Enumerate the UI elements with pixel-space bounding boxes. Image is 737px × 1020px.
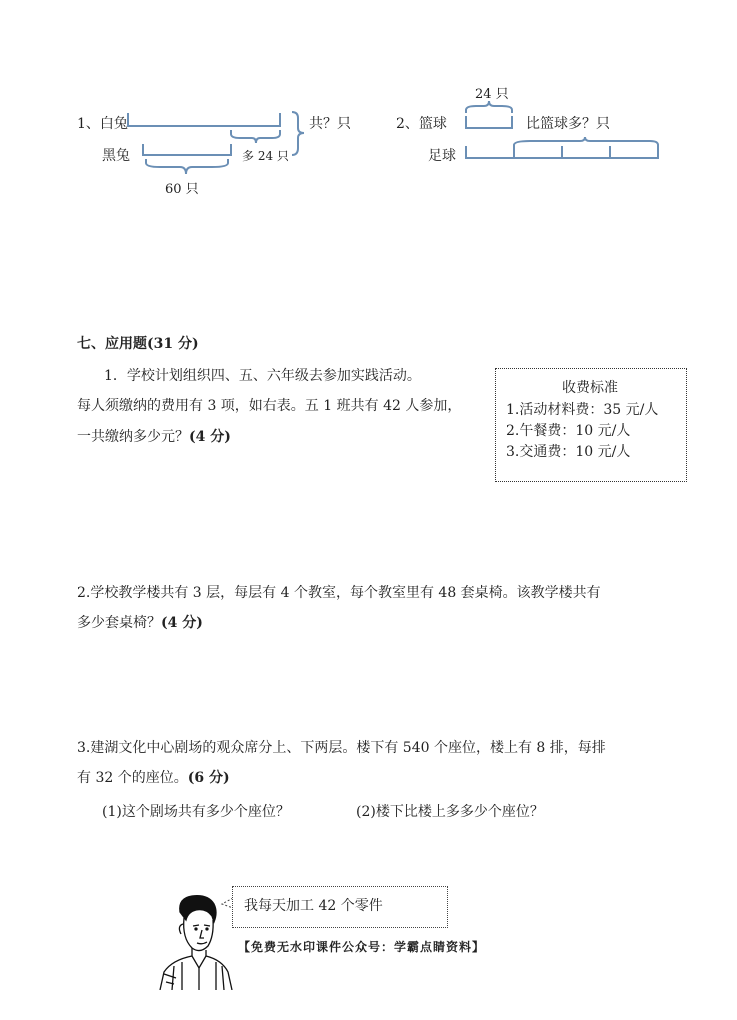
football-label: 足球 [428, 148, 456, 164]
total-brace [292, 112, 304, 155]
q3-sub1: (1)这个剧场共有多少个座位？ [102, 804, 290, 820]
more-24-label: 多 24 只 [242, 149, 289, 163]
q1-points: (4 分) [189, 429, 231, 445]
q1-line3-text: 一共缴纳多少元？ [77, 429, 189, 445]
fee-table [495, 368, 687, 482]
white-rabbit-label: 1、白兔 [77, 116, 128, 132]
fee-item: 3.交通费：10 元/人 [506, 444, 631, 460]
q3-points: (6 分) [187, 770, 230, 786]
q2-line2-text: 多少套桌椅？ [77, 615, 161, 631]
speech-bubble [232, 886, 448, 928]
q3-sub2: (2)楼下比楼上多多少个座位？ [356, 804, 544, 820]
section-heading: 七、应用题(31 分) [77, 336, 199, 352]
count-24-brace [466, 101, 512, 113]
black-rabbit-label: 黑兔 [102, 148, 130, 164]
football-more-brace [514, 137, 658, 148]
fee-item: 2.午餐费：10 元/人 [506, 423, 631, 439]
q1-line2: 每人须缴纳的费用有 3 项，如右表。五 1 班共有 42 人参加， [77, 398, 462, 414]
bubble-text: 我每天加工 42 个零件 [244, 898, 383, 914]
q2-line2 [77, 612, 203, 632]
q2-points: (4 分) [161, 615, 203, 631]
total-question-label: 共？只 [309, 116, 351, 132]
q1-line1: 1．学校计划组织四、五、六年级去参加实践活动。 [104, 368, 421, 384]
more-question-label: 比篮球多？只 [526, 116, 610, 132]
fee-table-title: 收费标准 [562, 380, 618, 396]
q3-line2 [77, 767, 230, 787]
watermark-text: 【免费无水印课件公众号：学霸点睛资料】 [238, 940, 486, 954]
basketball-label: 2、篮球 [396, 116, 447, 132]
q3-line1: 3.建湖文化中心剧场的观众席分上、下两层。楼下有 540 个座位，楼上有 8 排，每排 [77, 740, 606, 756]
q2-line1: 2.学校教学楼共有 3 层，每层有 4 个教室，每个教室里有 48 套桌椅。该教学楼共有 [77, 585, 601, 601]
q3-line2-text: 有 32 个的座位。 [77, 770, 188, 786]
sixty-brace [146, 159, 228, 174]
count-24-label: 24 只 [475, 87, 509, 102]
sixty-label: 60 只 [165, 182, 199, 197]
fee-item: 1.活动材料费：35 元/人 [506, 402, 659, 418]
q1-line3 [77, 426, 231, 446]
more-24-brace [231, 130, 280, 143]
